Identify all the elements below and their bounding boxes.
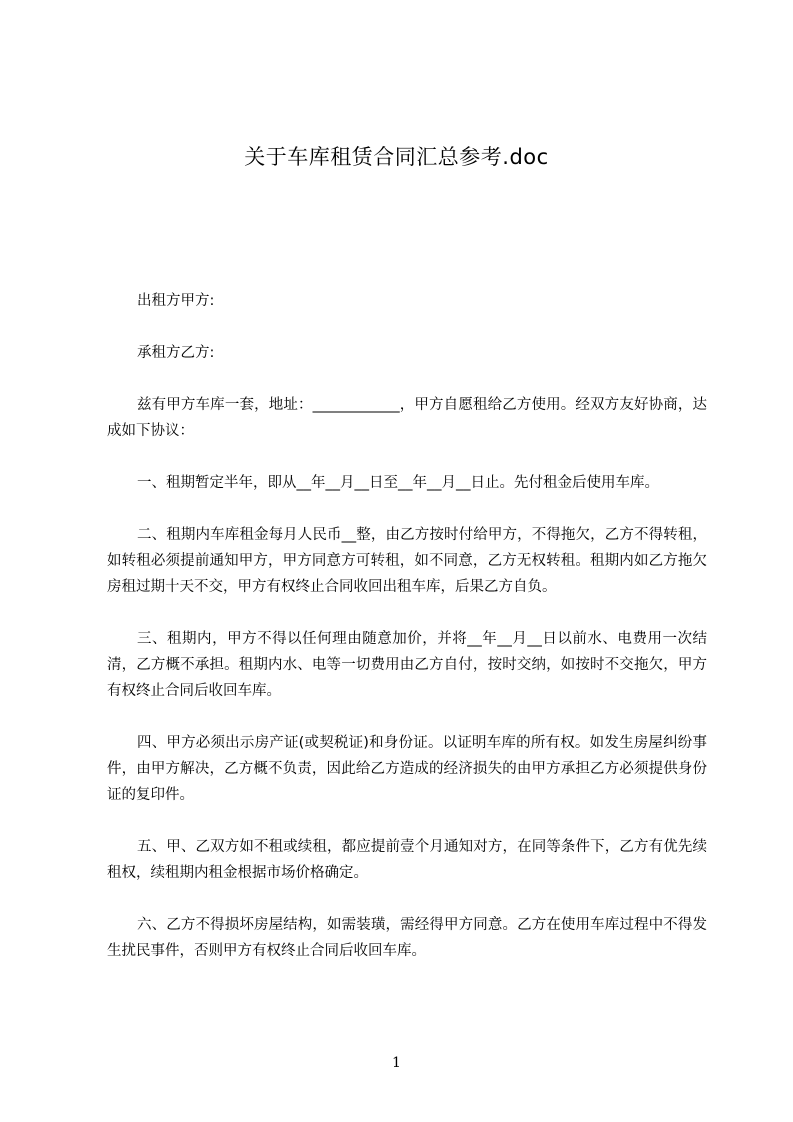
paragraph-clause-6: 六、乙方不得损坏房屋结构，如需装璜，需经得甲方同意。乙方在使用车库过程中不得发生扰民事件，否则甲方有权终止合同后收回车库。	[107, 917, 707, 959]
paragraph-intro: 兹有甲方车库一套，地址：____________，甲方自愿租给乙方使用。经双方友好协商，达成如下协议：	[107, 397, 707, 439]
document-title: 关于车库租赁合同汇总参考.doc	[244, 145, 549, 169]
paragraph-clause-5: 五、甲、乙双方如不租或续租，都应提前壹个月通知对方，在同等条件下，乙方有优先续租权，续租期内租金根据市场价格确定。	[107, 839, 707, 881]
page-number: 1	[392, 1055, 401, 1071]
lessee-label: 承租方乙方:	[137, 345, 215, 361]
paragraph-clause-3: 三、租期内，甲方不得以任何理由随意加价，并将__年__月__日以前水、电费用一次结清，乙方概不承担。租期内水、电等一切费用由乙方自付，按时交纳，如按时不交拖欠，甲方有权终止合同后收回车库。	[107, 631, 707, 699]
document-body	[107, 288, 707, 964]
paragraph-clause-4: 四、甲方必须出示房产证(或契税证)和身份证。以证明车库的所有权。如发生房屋纠纷事件，由甲方解决，乙方概不负责，因此给乙方造成的经济损失的由甲方承担乙方必须提供身份证的复印件。	[107, 735, 707, 803]
paragraph-clause-2: 二、租期内车库租金每月人民币__整，由乙方按时付给甲方，不得拖欠，乙方不得转租，如转租必须提前通知甲方，甲方同意方可转租，如不同意，乙方无权转租。租期内如乙方拖欠房租过期十天不交，甲方有权终止合同收回出租车库，后果乙方自负。	[107, 527, 707, 595]
paragraph-clause-1: 一、租期暂定半年，即从__年__月__日至__年__月__日止。先付租金后使用车库。	[137, 475, 659, 491]
lessor-label: 出租方甲方:	[137, 293, 215, 309]
